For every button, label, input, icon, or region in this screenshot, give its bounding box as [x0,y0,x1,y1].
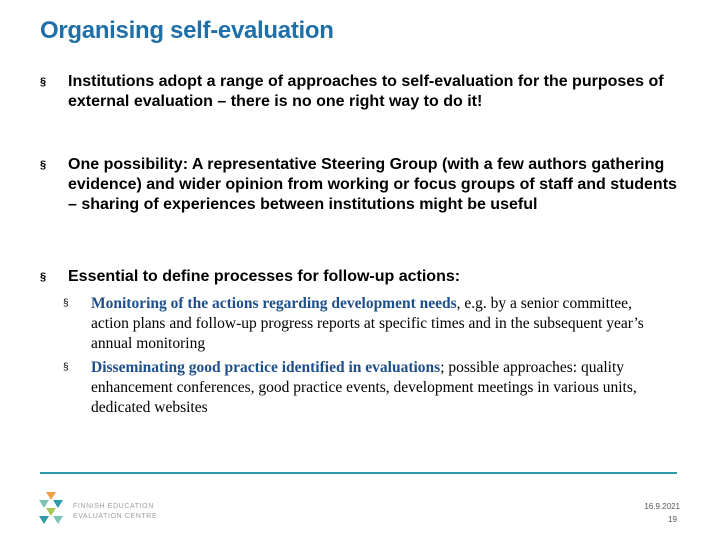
sub-bullet-rest: , e.g. by a senior committee, action plans and follow-up progress reports at specific times and in the subsequent year’s annual monitoring [91,295,644,352]
karvi-logo-icon [36,490,68,531]
sub-bullet-lead: Disseminating good practice identified in evaluations [91,359,441,376]
bullet-marker: § [40,271,47,283]
logo-line-1: FINNISH EDUCATION [73,503,154,510]
footer-divider [40,472,677,474]
sub-bullet-lead: Monitoring of the actions regarding development needs [91,295,457,312]
bullet-marker: § [40,76,47,88]
sub-bullet-item-1 [63,294,663,354]
bullet-item-3 [40,267,680,287]
bullet-item-2 [40,155,680,215]
bullet-item-1 [40,72,680,112]
bullet-text: One possibility: A representative Steering Group (with a few authors gathering evidence) and wider opinion from working or focus groups of staff and students – sharing of experiences between institutions might be useful [68,156,677,213]
slide-date: 16.9.2021 [644,502,680,511]
sub-bullet-rest: ; possible approaches: quality enhancement conferences, good practice events, development meetings in various units, dedicated websites [91,359,637,416]
sub-bullet-text [91,294,663,354]
bullet-text: Institutions adopt a range of approaches to self-evaluation for the purposes of external evaluation – there is no one right way to do it! [68,73,664,110]
bullet-text: Essential to define processes for follow-up actions: [68,268,461,285]
page-number: 19 [668,515,677,524]
bullet-marker: § [40,159,47,171]
slide-title: Organising self-evaluation [40,17,334,44]
sub-bullet-marker: § [63,298,69,309]
logo-line-2: EVALUATION CENTRE [73,513,158,520]
logo-wordmark [73,502,157,522]
sub-bullet-text [91,358,663,418]
sub-bullet-item-2 [63,358,663,418]
sub-bullet-marker: § [63,362,69,373]
